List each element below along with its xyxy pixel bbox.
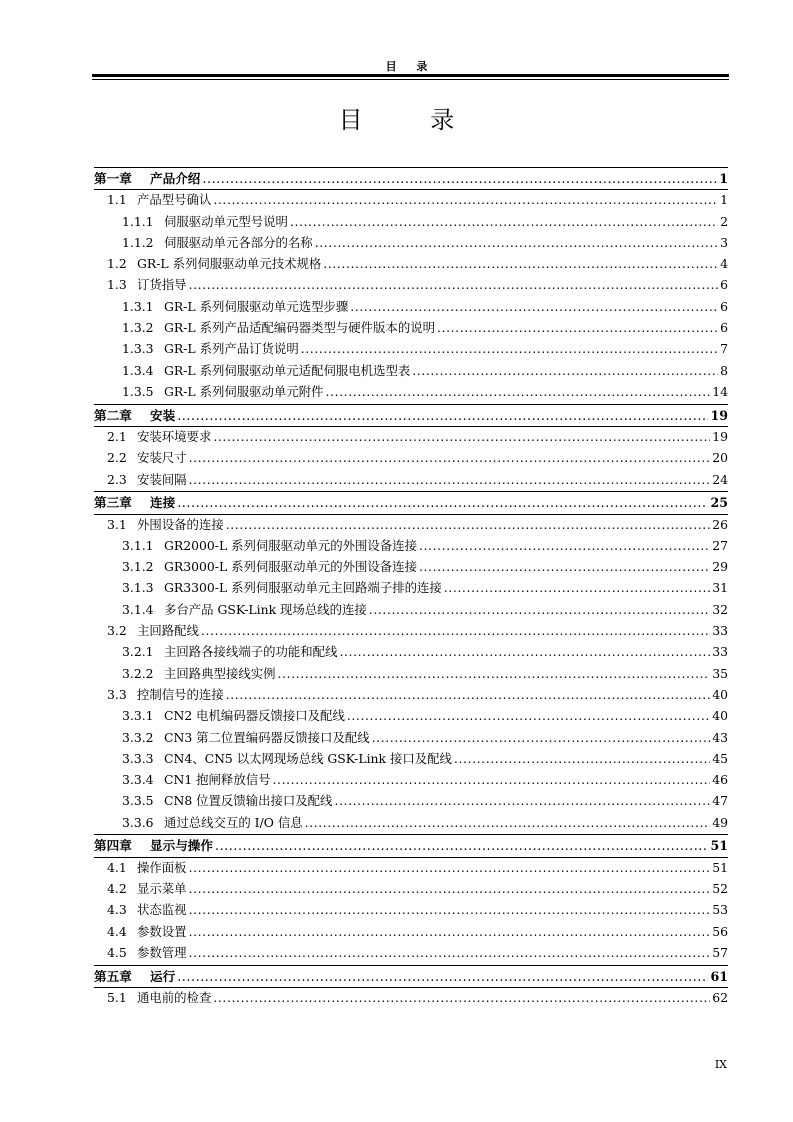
toc-page-number: 27 [712, 537, 728, 553]
toc-title: CN8 位置反馈输出接口及配线 [164, 793, 333, 809]
toc-page-number: 45 [712, 750, 728, 766]
toc-title: 通电前的检查 [137, 989, 212, 1005]
toc-number: 1.3.3 [122, 341, 154, 357]
toc-leader-dots [305, 812, 711, 833]
toc-leader-dots [226, 514, 710, 535]
toc-title: 伺服驱动单元型号说明 [164, 213, 288, 229]
toc-title: CN2 电机编码器反馈接口及配线 [164, 708, 345, 724]
toc-page-number: 2 [720, 213, 728, 229]
toc-leader-dots [177, 492, 708, 513]
toc-leader-dots [213, 987, 710, 1008]
toc-entry[interactable] [94, 253, 728, 274]
toc-page-number: 51 [712, 859, 728, 875]
toc-leader-dots [189, 878, 711, 899]
toc-entry[interactable] [94, 317, 728, 338]
toc-leader-dots [189, 469, 711, 490]
toc-entry[interactable] [94, 878, 728, 899]
toc-leader-dots [412, 360, 718, 381]
toc-leader-dots [177, 405, 708, 426]
toc-title: GR-L 系列产品适配编码器类型与硬件版本的说明 [164, 320, 436, 336]
toc-page-number: 24 [712, 471, 728, 487]
toc-entry[interactable] [94, 296, 728, 317]
toc-leader-dots [323, 253, 718, 274]
toc-title: GR3000-L 系列伺服驱动单元的外围设备连接 [164, 559, 417, 575]
toc-number: 2.3 [107, 471, 127, 487]
toc-leader-dots [419, 535, 710, 556]
toc-number: 3.3.5 [122, 793, 154, 809]
toc-title: GR-L 系列伺服驱动单元技术规格 [137, 256, 322, 272]
toc-title: 主回路配线 [137, 623, 199, 639]
toc-page-number: 3 [720, 234, 728, 250]
toc-leader-dots [419, 556, 710, 577]
toc-leader-dots [369, 599, 710, 620]
toc-title: 参数管理 [137, 944, 187, 960]
table-of-contents [94, 168, 728, 1008]
toc-leader-dots [177, 966, 708, 987]
toc-entry[interactable] [94, 211, 728, 232]
toc-page-number: 33 [712, 623, 728, 639]
toc-number: 3.2.1 [122, 644, 154, 660]
toc-title: GR-L 系列伺服驱动单元选型步骤 [164, 298, 349, 314]
toc-entry[interactable] [94, 987, 728, 1008]
toc-number: 第四章 [94, 838, 132, 854]
toc-title: 参数设置 [137, 923, 187, 939]
toc-title: 外围设备的连接 [137, 516, 224, 532]
toc-page-number: 25 [710, 495, 728, 511]
toc-entry[interactable] [94, 535, 728, 556]
toc-page-number: 29 [712, 559, 728, 575]
toc-number: 3.1.1 [122, 537, 154, 553]
toc-leader-dots [189, 921, 711, 942]
toc-entry[interactable] [94, 663, 728, 684]
toc-page-number: 49 [712, 814, 728, 830]
toc-number: 4.3 [107, 902, 127, 918]
toc-page-number: 32 [712, 601, 728, 617]
toc-title: 操作面板 [137, 859, 187, 875]
toc-number: 1.3.1 [122, 298, 154, 314]
toc-entry[interactable] [94, 857, 728, 878]
toc-page-number: 14 [712, 383, 728, 399]
toc-page-number: 19 [710, 407, 728, 423]
toc-leader-dots [437, 317, 718, 338]
toc-entry[interactable] [94, 769, 728, 790]
toc-title: 状态监视 [137, 902, 187, 918]
toc-leader-dots [334, 790, 710, 811]
toc-number: 4.1 [107, 859, 127, 875]
toc-page-number: 4 [720, 256, 728, 272]
toc-leader-dots [215, 835, 709, 856]
toc-page-number: 33 [712, 644, 728, 660]
toc-page-number: 57 [712, 944, 728, 960]
toc-page-number: 40 [712, 686, 728, 702]
chapter-rule-top [94, 491, 728, 492]
toc-chapter-entry[interactable] [94, 835, 728, 856]
toc-title: GR-L 系列伺服驱动单元附件 [164, 383, 324, 399]
toc-entry[interactable] [94, 447, 728, 468]
chapter-rule-top [94, 965, 728, 966]
toc-number: 3.2 [107, 623, 127, 639]
toc-page-number: 20 [712, 450, 728, 466]
toc-page-number: 1 [719, 171, 728, 186]
toc-chapter-entry[interactable] [94, 405, 728, 426]
toc-number: 1.3.2 [122, 320, 154, 336]
toc-title: 显示与操作 [150, 838, 213, 854]
toc-number: 第五章 [94, 968, 132, 984]
toc-leader-dots [454, 748, 710, 769]
toc-entry[interactable] [94, 274, 728, 295]
toc-title: 通过总线交互的 I/O 信息 [164, 814, 303, 830]
toc-title: CN3 第二位置编码器反馈接口及配线 [164, 729, 370, 745]
toc-title: 主回路典型接线实例 [164, 665, 276, 681]
toc-entry[interactable] [94, 641, 728, 662]
toc-title: CN4、CN5 以太网现场总线 GSK-Link 接口及配线 [164, 750, 452, 766]
toc-page-number: 8 [720, 362, 728, 378]
toc-title: 安装环境要求 [137, 428, 212, 444]
toc-leader-dots [189, 942, 711, 963]
toc-number: 3.3.4 [122, 772, 154, 788]
toc-entry[interactable] [94, 360, 728, 381]
toc-leader-dots [189, 857, 711, 878]
toc-number: 第三章 [94, 495, 132, 511]
toc-page-number: 46 [712, 772, 728, 788]
toc-entry[interactable] [94, 232, 728, 253]
toc-leader-dots [326, 381, 711, 402]
toc-number: 1.2 [107, 256, 127, 272]
toc-entry[interactable] [94, 942, 728, 963]
toc-number: 1.1.2 [122, 234, 154, 250]
toc-entry[interactable] [94, 748, 728, 769]
toc-leader-dots [278, 663, 711, 684]
toc-entry[interactable] [94, 812, 728, 833]
toc-leader-dots [347, 705, 710, 726]
toc-entry[interactable] [94, 705, 728, 726]
toc-number: 3.3.2 [122, 729, 154, 745]
toc-number: 1.3.5 [122, 383, 154, 399]
toc-page-number: 43 [712, 729, 728, 745]
toc-number: 3.1.3 [122, 580, 154, 596]
header-rule-thick [92, 74, 729, 77]
toc-number: 3.3.6 [122, 814, 154, 830]
toc-number: 第一章 [94, 171, 132, 186]
toc-number: 3.3.1 [122, 708, 154, 724]
toc-title: GR3300-L 系列伺服驱动单元主回路端子排的连接 [164, 580, 442, 596]
chapter-rule-top [94, 834, 728, 835]
toc-leader-dots [444, 577, 710, 598]
toc-chapter-entry[interactable] [94, 168, 728, 189]
toc-entry[interactable] [94, 189, 728, 210]
toc-title: 运行 [150, 968, 176, 984]
page-title: 目 录 [338, 106, 485, 134]
toc-title: 安装 [150, 407, 176, 423]
toc-page-number: 62 [712, 989, 728, 1005]
toc-entry[interactable] [94, 684, 728, 705]
toc-number: 4.5 [107, 944, 127, 960]
toc-number: 1.3.4 [122, 362, 154, 378]
toc-title: 伺服驱动单元各部分的名称 [164, 234, 313, 250]
toc-entry[interactable] [94, 426, 728, 447]
toc-number: 3.3 [107, 686, 127, 702]
toc-title: 连接 [150, 495, 176, 511]
toc-title: GR2000-L 系列伺服驱动单元的外围设备连接 [164, 537, 417, 553]
toc-page-number: 6 [720, 277, 728, 293]
toc-page-number: 1 [720, 192, 728, 208]
toc-number: 2.1 [107, 428, 127, 444]
toc-page-number: 35 [712, 665, 728, 681]
toc-leader-dots [189, 899, 711, 920]
toc-entry[interactable] [94, 514, 728, 535]
toc-title: GR-L 系列产品订货说明 [164, 341, 299, 357]
toc-leader-dots [201, 620, 710, 641]
toc-number: 3.1 [107, 516, 127, 532]
chapter-rule-top [94, 167, 728, 168]
toc-page-number: 19 [712, 428, 728, 444]
toc-entry[interactable] [94, 899, 728, 920]
toc-entry[interactable] [94, 338, 728, 359]
toc-number: 1.1 [107, 192, 127, 208]
toc-page-number: 47 [712, 793, 728, 809]
toc-page-number: 52 [712, 880, 728, 896]
toc-number: 3.2.2 [122, 665, 154, 681]
toc-page-number: 53 [712, 902, 728, 918]
toc-number: 4.4 [107, 923, 127, 939]
toc-page-number: 26 [712, 516, 728, 532]
toc-entry[interactable] [94, 577, 728, 598]
toc-leader-dots [273, 769, 711, 790]
toc-leader-dots [290, 211, 718, 232]
toc-title: 产品介绍 [150, 171, 201, 186]
toc-number: 1.1.1 [122, 213, 154, 229]
toc-title: 多台产品 GSK-Link 现场总线的连接 [164, 601, 367, 617]
toc-number: 1.3 [107, 277, 127, 293]
toc-leader-dots [315, 232, 718, 253]
toc-number: 5.1 [107, 989, 127, 1005]
running-header: 目 录 [385, 60, 436, 73]
chapter-rule-top [94, 404, 728, 405]
toc-entry[interactable] [94, 469, 728, 490]
toc-page-number: 31 [712, 580, 728, 596]
toc-title: 产品型号确认 [137, 192, 212, 208]
toc-title: 主回路各接线端子的功能和配线 [164, 644, 338, 660]
toc-number: 2.2 [107, 450, 127, 466]
toc-leader-dots [189, 447, 711, 468]
toc-title: 控制信号的连接 [137, 686, 224, 702]
toc-number: 第二章 [94, 407, 132, 423]
toc-chapter-entry[interactable] [94, 966, 728, 987]
toc-page-number: 56 [712, 923, 728, 939]
toc-page-number: 7 [720, 341, 728, 357]
toc-leader-dots [301, 338, 718, 359]
toc-entry[interactable] [94, 556, 728, 577]
toc-number: 3.1.4 [122, 601, 154, 617]
toc-leader-dots [213, 426, 710, 447]
toc-page-number: 40 [712, 708, 728, 724]
page-number: IX [714, 1058, 727, 1071]
toc-entry[interactable] [94, 727, 728, 748]
toc-chapter-entry[interactable] [94, 492, 728, 513]
toc-leader-dots [372, 727, 711, 748]
toc-entry[interactable] [94, 921, 728, 942]
toc-title: 安装尺寸 [137, 450, 187, 466]
header-rule-thin [92, 79, 729, 80]
toc-title: 订货指导 [137, 277, 187, 293]
toc-leader-dots [226, 684, 710, 705]
toc-page-number: 61 [710, 968, 728, 984]
toc-leader-dots [189, 274, 719, 295]
toc-leader-dots [350, 296, 718, 317]
toc-number: 3.1.2 [122, 559, 154, 575]
toc-page-number: 51 [710, 838, 728, 854]
toc-entry[interactable] [94, 599, 728, 620]
toc-title: 显示菜单 [137, 880, 187, 896]
toc-number: 4.2 [107, 880, 127, 896]
toc-entry[interactable] [94, 381, 728, 402]
toc-title: 安装间隔 [137, 471, 187, 487]
toc-entry[interactable] [94, 790, 728, 811]
toc-leader-dots [213, 189, 718, 210]
toc-page-number: 6 [720, 298, 728, 314]
toc-number: 3.3.3 [122, 750, 154, 766]
toc-title: CN1 抱闸释放信号 [164, 772, 271, 788]
toc-leader-dots [339, 641, 710, 662]
toc-page-number: 6 [720, 320, 728, 336]
toc-title: GR-L 系列伺服驱动单元适配伺服电机选型表 [164, 362, 411, 378]
toc-entry[interactable] [94, 620, 728, 641]
toc-leader-dots [202, 168, 717, 189]
